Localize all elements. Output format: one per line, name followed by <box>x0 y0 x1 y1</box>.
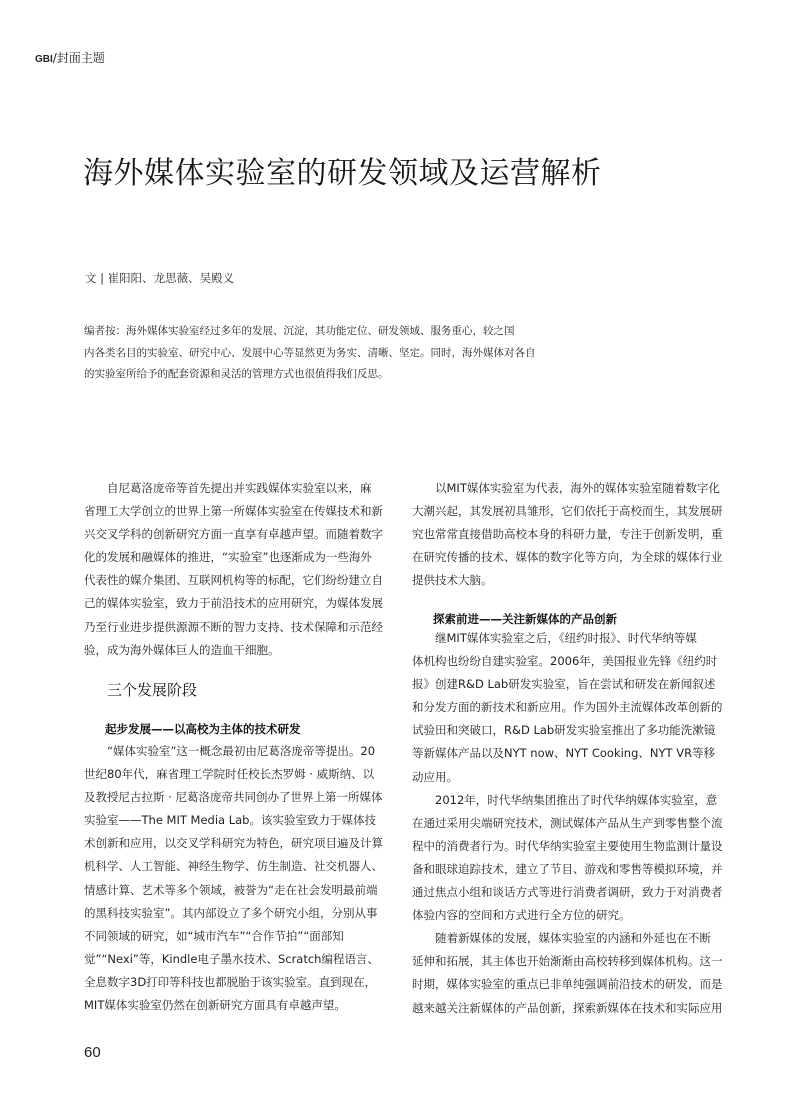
subsection-heading: 起步发展——以高校为主体的技术研发 <box>105 722 301 736</box>
body-line: 时期，媒体实验室的重点已非单纯强调前沿技术的研发，而是 <box>412 977 723 992</box>
body-line: MIT媒体实验室仍然在创新研究方面具有卓越声望。 <box>84 998 346 1013</box>
right-column-body <box>412 627 723 1020</box>
body-line: 延伸和拓展，其主体也开始渐渐由高校转移到媒体机构。这一 <box>412 954 723 969</box>
header-separator: / <box>52 51 57 65</box>
body-line: 机科学、人工智能、神经生物学、仿生制造、社交机器人、 <box>84 859 383 874</box>
body-line: 2012年，时代华纳集团推出了时代华纳媒体实验室，意 <box>412 792 718 807</box>
editor-note-line: 内各类名目的实验室、研究中心、发展中心等显然更为务实、清晰、坚定。同时，海外媒体对各自 <box>84 346 536 359</box>
body-line: “媒体实验室”这一概念最初由尼葛洛庞帝等提出。20 <box>84 744 376 758</box>
body-line: 体验内容的空间和方式进行全方位的研究。 <box>412 908 631 923</box>
body-line: 术创新和应用，以交叉学科研究为特色，研究项目遍及计算 <box>84 836 383 851</box>
body-line: 全息数字3D打印等科技也都脱胎于该实验室。直到现在， <box>84 974 377 989</box>
body-line: 在研究传播的技术、媒体的数字化等方向，为全球的媒体行业 <box>412 550 723 565</box>
body-line: 在通过采用尖端研究技术，测试媒体产品从生产到零售整个流 <box>412 815 723 830</box>
body-line: 备和眼球追踪技术，建立了节目、游戏和零售等模拟环境，并 <box>412 861 723 876</box>
body-line: 体机构也纷纷自建实验室。2006年，美国报业先锋《纽约时 <box>412 654 718 669</box>
body-line: 越来越关注新媒体的产品创新，探索新媒体在技术和实际应用 <box>412 1000 723 1015</box>
left-column-body <box>84 740 384 1017</box>
header-section: 封面主题 <box>56 51 105 65</box>
body-line: 大潮兴起，其发展初具雏形，它们依托于高校而生，其发展研 <box>412 504 723 519</box>
body-line: 试验田和突破口，R&D Lab研发实验室推出了多功能洗漱镜 <box>412 723 716 738</box>
editor-note-line: 编者按：海外媒体实验室经过多年的发展、沉淀，其功能定位、研发领域、服务重心，较之国 <box>84 325 515 337</box>
body-line: 提供技术大脑。 <box>412 573 493 588</box>
editor-note-line: 的实验室所给予的配套资源和灵活的管理方式也很值得我们反思。 <box>84 368 389 380</box>
body-line: 情感计算、艺术等多个领域，被誉为“走在社会发明最前端 <box>84 882 378 897</box>
section-heading: 三个发展阶段 <box>107 681 198 699</box>
body-line: 报》创建R&D Lab研发实验室，旨在尝试和研发在新闻叙述 <box>412 677 716 692</box>
body-line: 的黑科技实验室”。其内部设立了多个研究小组，分别从事 <box>84 905 378 920</box>
body-line: 及教授尼古拉斯 · 尼葛洛庞帝共同创办了世界上第一所媒体 <box>84 790 383 805</box>
body-line: 省理工大学创立的世界上第一所媒体实验室在传媒技术和新 <box>84 504 383 519</box>
byline: 文 | 崔阳阳、龙思薇、吴殿义 <box>85 271 235 285</box>
body-line: 化的发展和融媒体的推进，“实验室”也逐渐成为一些海外 <box>84 550 372 565</box>
body-line: 程中的消费者行为。时代华纳实验室主要使用生物监测计量设 <box>412 838 723 853</box>
body-line: 自尼葛洛庞帝等首先提出并实践媒体实验室以来，麻 <box>84 481 372 495</box>
running-header <box>35 49 105 66</box>
body-line: 以MIT媒体实验室为代表，海外的媒体实验室随着数字化 <box>412 481 720 495</box>
subsection-heading: 探索前进——关注新媒体的产品创新 <box>433 612 617 626</box>
body-line: 和分发方面的新技术和新应用。作为国外主流媒体改革创新的 <box>412 700 723 715</box>
body-line: 不同领域的研究，如“城市汽车”“合作节拍”“面部知 <box>84 928 344 943</box>
page-number: 60 <box>84 1044 101 1061</box>
right-column <box>412 477 723 592</box>
body-line: 乃至行业进步提供源源不断的智力支持、技术保障和示范经 <box>84 619 383 634</box>
body-line: 随着新媒体的发展，媒体实验室的内涵和外延也在不断 <box>412 931 711 946</box>
body-line: 动应用。 <box>412 769 458 784</box>
editor-note <box>84 321 716 386</box>
magazine-brand: GBI <box>35 54 53 65</box>
body-line: 兴交叉学科的创新研究方面一直享有卓越声望。而随着数字 <box>84 527 383 542</box>
body-line: 验，成为海外媒体巨人的造血干细胞。 <box>84 642 280 657</box>
body-line: 代表性的媒介集团、互联网机构等的标配，它们纷纷建立自 <box>84 573 383 588</box>
body-line: 实验室——The MIT Media Lab。该实验室致力于媒体技 <box>84 813 376 828</box>
left-column <box>84 477 384 662</box>
body-line: 觉”“Nexi”等，Kindle电子墨水技术、Scratch编程语言、 <box>84 951 379 966</box>
body-line: 继MIT媒体实验室之后，《纽约时报》、时代华纳等媒 <box>412 631 697 645</box>
body-line: 通过焦点小组和谈话方式等进行消费者调研，致力于对消费者 <box>412 885 723 900</box>
article-title: 海外媒体实验室的研发领域及运营解析 <box>83 156 602 191</box>
body-line: 己的媒体实验室，致力于前沿技术的应用研究，为媒体发展 <box>84 596 383 611</box>
body-line: 等新媒体产品以及NYT now、NYT Cooking、NYT VR等移 <box>412 746 716 761</box>
body-line: 世纪80年代，麻省理工学院时任校长杰罗姆 · 威斯纳、以 <box>84 767 375 782</box>
body-line: 究也常常直接借助高校本身的科研力量，专注于创新发明，重 <box>412 527 723 542</box>
